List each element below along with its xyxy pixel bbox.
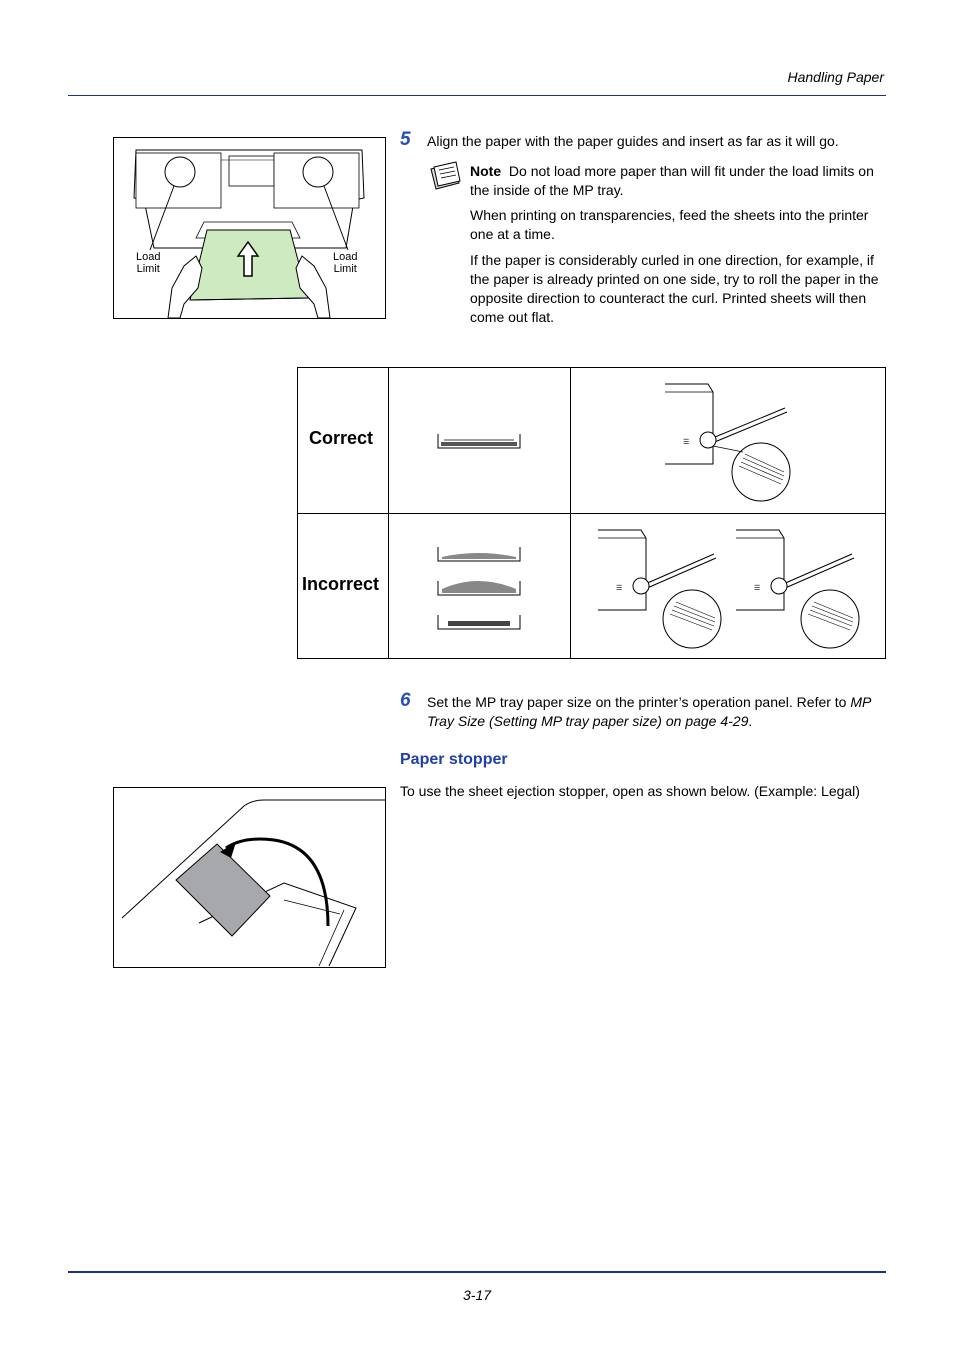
paper-stopper-text: To use the sheet ejection stopper, open as shown below. (Example: Legal) — [400, 783, 860, 799]
paper-stopper-figure — [113, 787, 386, 968]
incorrect-side-view-diagram-2 — [734, 526, 864, 651]
svg-text:☰: ☰ — [616, 585, 623, 592]
mp-tray-illustration — [114, 138, 385, 318]
incorrect-side-view-diagram-1 — [596, 526, 726, 651]
footer-rule — [68, 1271, 886, 1273]
paper-loading-table — [297, 367, 886, 659]
mp-tray-insert-figure — [113, 137, 386, 319]
note-icon — [428, 161, 462, 191]
load-limit-label-right-1: Load — [333, 251, 358, 263]
note-label: Note — [470, 163, 502, 179]
page-number: 3-17 — [462, 1287, 492, 1303]
step-6-reference-link[interactable]: MP Tray Size (Setting MP tray paper size) on page 4-29 — [427, 694, 871, 729]
note-paragraph-1: When printing on transparencies, feed the sheets into the printer one at a time. — [470, 207, 869, 242]
step-6-text: Set the MP tray paper size on the printer’s operation panel. Refer to — [427, 694, 851, 710]
step-6-text-end: . — [748, 713, 753, 729]
svg-text:☰: ☰ — [683, 439, 690, 446]
step-6-text-block — [427, 693, 887, 731]
step-5-number: 5 — [400, 129, 411, 150]
note-text-block — [470, 162, 886, 200]
row-label-incorrect: Incorrect — [302, 574, 380, 594]
correct-side-view-diagram — [663, 380, 793, 505]
paper-stopper-title: Paper stopper — [400, 751, 508, 768]
load-limit-label-right-2: Limit — [333, 263, 357, 275]
load-limit-label-left-2: Limit — [136, 263, 160, 275]
svg-text:☰: ☰ — [754, 585, 761, 592]
load-limit-label-left-1: Load — [136, 251, 161, 263]
header-rule — [68, 95, 886, 96]
incorrect-curled-paper-diagrams — [436, 543, 522, 633]
row-label-correct: Correct — [309, 428, 374, 448]
step-6-number: 6 — [400, 690, 411, 711]
note-text: Do not load more paper than will fit under the load limits on the inside of the MP tray. — [470, 163, 874, 198]
step-5-text: Align the paper with the paper guides and insert as far as it will go. — [427, 133, 839, 149]
paper-stopper-illustration — [114, 788, 385, 967]
note-paragraph-2: If the paper is considerably curled in one direction, for example, if the paper is already printed on one side, try to roll the paper in the opposite direction to counteract the curl. Printed sheets will then come out flat. — [470, 252, 879, 325]
header-title: Handling Paper — [787, 69, 884, 85]
correct-flat-paper-diagram — [436, 430, 522, 452]
